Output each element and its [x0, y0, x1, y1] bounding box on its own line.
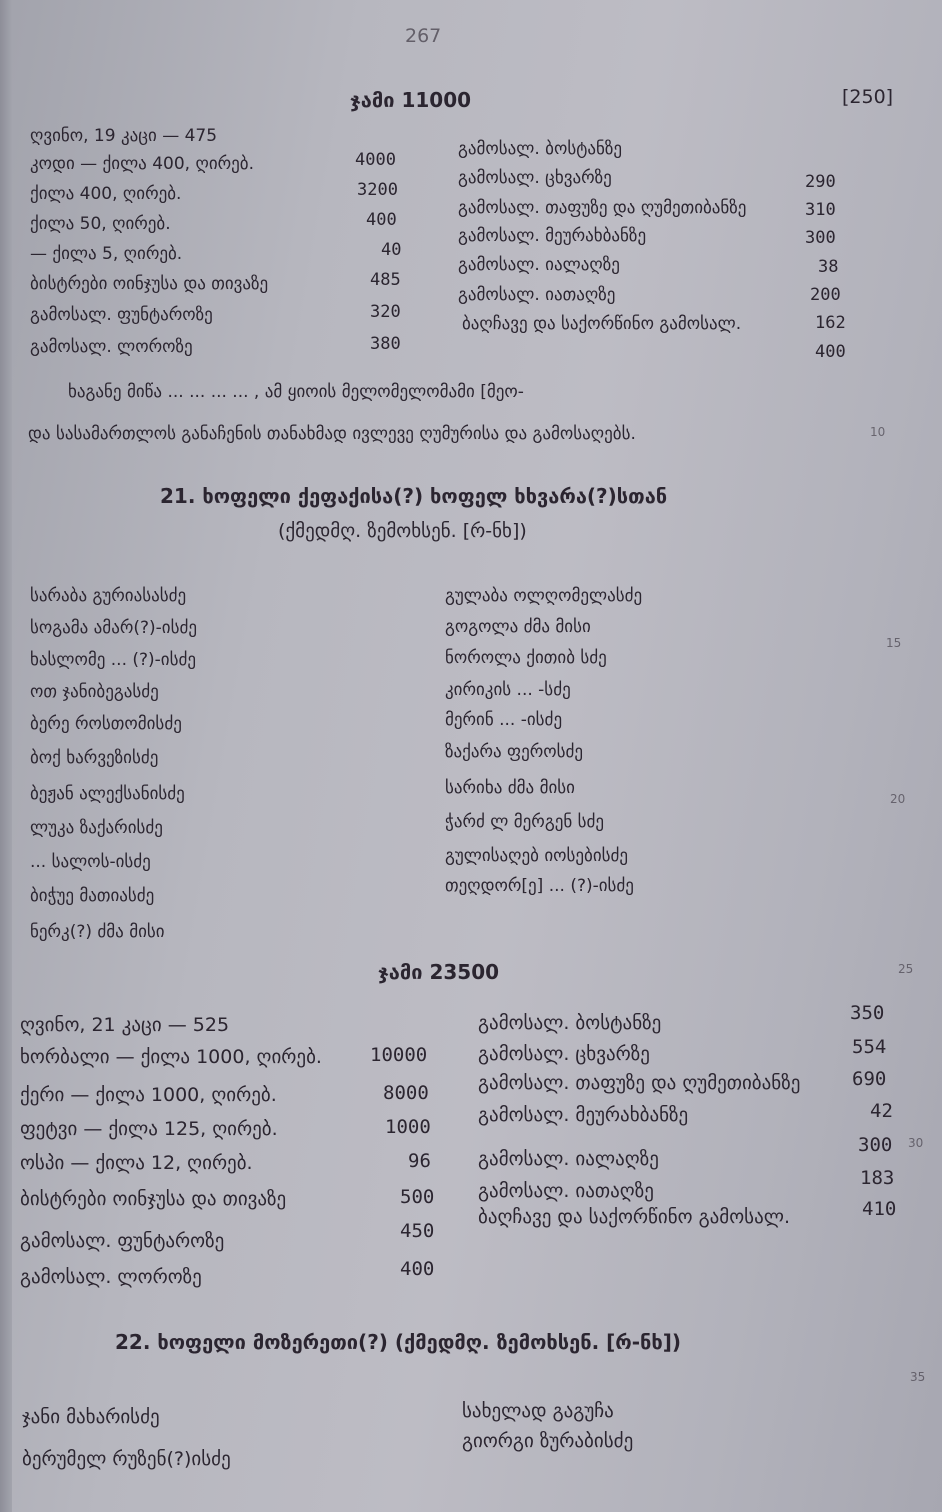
- table-row-label: კოდი — ქილა 400, ღირებ.: [30, 154, 254, 174]
- list-item: ბოქ ხარვეზისძე: [30, 748, 159, 768]
- table-row-value: 8000: [383, 1082, 429, 1104]
- table-row-value: 500: [400, 1186, 435, 1208]
- list-item: მერინ ... -ისძე: [445, 710, 563, 730]
- list-item: ბერუმელ რუზენ(?)ისძე: [22, 1448, 231, 1470]
- table-row-value: 485: [370, 270, 401, 290]
- book-gutter: [0, 0, 12, 1512]
- table-row-label: ბისტრები ოინჯუსა და თივაზე: [20, 1188, 287, 1210]
- list-item: სოგამა ამარ(?)-ისძე: [30, 618, 197, 638]
- section4-heading: 22. ხოფელი მოზერეთი(?) (ქმედმღ. ზემოხსენ. [რ-ნხ]): [115, 1330, 682, 1354]
- list-item: ნერკ(?) ძმა მისი: [30, 922, 165, 942]
- table-row-label: ხორბალი — ქილა 1000, ღირებ.: [20, 1046, 322, 1068]
- table-row-value: 4000: [355, 150, 396, 170]
- table-row-value: 300: [805, 228, 836, 248]
- table-row-value: 1000: [385, 1116, 431, 1138]
- list-item: გულისაღებ იოსებისძე: [445, 846, 629, 866]
- list-item: სარაბა გურიასასძე: [30, 586, 187, 606]
- table-row-label: გამოსალ. იათაღზე: [458, 285, 616, 305]
- margin-line-number: 20: [890, 792, 906, 806]
- table-row-label: გამოსალ. ბოსტანზე: [458, 139, 622, 159]
- table-row-label: გამოსალ. ლოროზე: [30, 337, 193, 357]
- table-row-label: ბისტრები ოინჯუსა და თივაზე: [30, 274, 269, 294]
- margin-line-number: 35: [910, 1370, 926, 1384]
- list-item: ბიჭუე მათიასძე: [30, 886, 155, 906]
- table-row-label: ღვინო, 21 კაცი — 525: [20, 1014, 230, 1036]
- table-row-label: — ქილა 5, ღირებ.: [30, 244, 183, 264]
- list-item: ზაქარა ფეროსძე: [445, 742, 584, 762]
- section1-total: ჯამი 11000: [350, 88, 472, 112]
- table-row-value: 38: [818, 257, 839, 277]
- list-item: ხასლომე ... (?)-ისძე: [30, 650, 197, 670]
- table-row-value: 183: [860, 1167, 895, 1189]
- section2-subheading: (ქმედმღ. ზემოხსენ. [რ-ნხ]): [278, 520, 527, 542]
- table-row-value: 300: [858, 1134, 893, 1156]
- section1-note-line2: და სასამართლოს განაჩენის თანახმად ივლევე ღუმურისა და გამოსაღებს.: [28, 424, 636, 444]
- table-row-label: ქილა 50, ღირებ.: [30, 214, 171, 234]
- list-item: კირიკის ... -სძე: [445, 680, 571, 700]
- list-item: თეღდორ[ე] ... (?)-ისძე: [445, 876, 634, 896]
- list-item: ჭარძ ლ მერგენ სძე: [445, 812, 605, 832]
- list-item: სახელად გაგუჩა: [462, 1400, 614, 1422]
- table-row-label: გამოსალ. ცხვარზე: [478, 1043, 650, 1065]
- table-row-label: გამოსალ. ფუნტაროზე: [30, 305, 213, 325]
- table-row-label: გამოსალ. მეურახბანზე: [458, 226, 647, 246]
- list-item: ოთ ჯანიბეგასძე: [30, 682, 159, 702]
- table-row-value: 320: [370, 302, 401, 322]
- list-item: ბეჟან ალექსანისძე: [30, 784, 185, 804]
- table-row-value: 200: [810, 285, 841, 305]
- table-row-value: 42: [870, 1100, 893, 1122]
- margin-line-number: 15: [886, 636, 902, 650]
- table-row-value: 162: [815, 313, 846, 333]
- table-row-value: 554: [852, 1036, 887, 1058]
- list-item: გულაბა ოლღომელასძე: [445, 586, 643, 606]
- table-row-value: 400: [400, 1258, 435, 1280]
- table-row-label: გამოსალ. თაფუზე და ღუმეთიბანზე: [478, 1072, 801, 1094]
- margin-line-number: 10: [870, 425, 886, 439]
- table-row-label: ბაღჩავე და საქორწინო გამოსალ.: [478, 1206, 790, 1228]
- table-row-label: ბაღჩავე და საქორწინო გამოსალ.: [462, 314, 742, 334]
- table-row-label: გამოსალ. იალაღზე: [478, 1148, 659, 1170]
- list-item: სარიხა ძმა მისი: [445, 778, 575, 798]
- table-row-value: 3200: [357, 180, 398, 200]
- table-row-value: 10000: [370, 1044, 428, 1066]
- list-item: ნოროლა ქითიბ სძე: [445, 648, 607, 668]
- table-row-value: 690: [852, 1068, 887, 1090]
- table-row-label: გამოსალ. ლოროზე: [20, 1266, 202, 1288]
- table-row-value: 410: [862, 1198, 897, 1220]
- margin-line-number: 25: [898, 962, 914, 976]
- table-row-label: გამოსალ. იალაღზე: [458, 255, 620, 275]
- table-row-label: ქილა 400, ღირებ.: [30, 184, 182, 204]
- table-row-value: 96: [408, 1150, 431, 1172]
- table-row-value: 380: [370, 334, 401, 354]
- table-row-label: ფეტვი — ქილა 125, ღირებ.: [20, 1118, 278, 1140]
- table-row-label: ოსპი — ქილა 12, ღირებ.: [20, 1152, 253, 1174]
- table-row-value: 400: [366, 210, 397, 230]
- table-row-label: გამოსალ. მეურახბანზე: [478, 1104, 689, 1126]
- margin-line-number: 30: [908, 1136, 924, 1150]
- table-row-value: 310: [805, 200, 836, 220]
- table-row-label: გამოსალ. ფუნტაროზე: [20, 1230, 225, 1252]
- table-row-value: 350: [850, 1002, 885, 1024]
- table-row-value: 400: [815, 342, 846, 362]
- table-row-label: ქერი — ქილა 1000, ღირებ.: [20, 1084, 277, 1106]
- section1-note-line1: ხაგანე მიწა ... ... ... ... , ამ ყიოის მელომელომამი [მეო-: [68, 382, 524, 402]
- page-number: 267: [405, 25, 442, 47]
- table-row-label: ღვინო, 19 კაცი — 475: [30, 126, 218, 146]
- section3-total: ჯამი 23500: [378, 960, 500, 984]
- list-item: ჯანი მახარისძე: [22, 1406, 160, 1428]
- table-row-value: 40: [381, 240, 402, 260]
- table-row-label: გამოსალ. თაფუზე და ღუმეთიბანზე: [458, 198, 747, 218]
- list-item: ლუკა ზაქარისძე: [30, 818, 163, 838]
- section1-bracket: [250]: [842, 86, 894, 108]
- list-item: ... სალოს-ისძე: [30, 852, 151, 872]
- table-row-label: გამოსალ. ბოსტანზე: [478, 1012, 662, 1034]
- list-item: გოგოლა ძმა მისი: [445, 617, 591, 637]
- table-row-value: 290: [805, 172, 836, 192]
- section2-heading: 21. ხოფელი ქეფაქისა(?) ხოფელ ხხვარა(?)სთან: [160, 484, 668, 508]
- table-row-label: გამოსალ. ცხვარზე: [458, 168, 612, 188]
- table-row-label: გამოსალ. იათაღზე: [478, 1180, 654, 1202]
- list-item: გიორგი ზურაბისძე: [462, 1430, 634, 1452]
- table-row-value: 450: [400, 1220, 435, 1242]
- list-item: ბერე როსთომისძე: [30, 714, 182, 734]
